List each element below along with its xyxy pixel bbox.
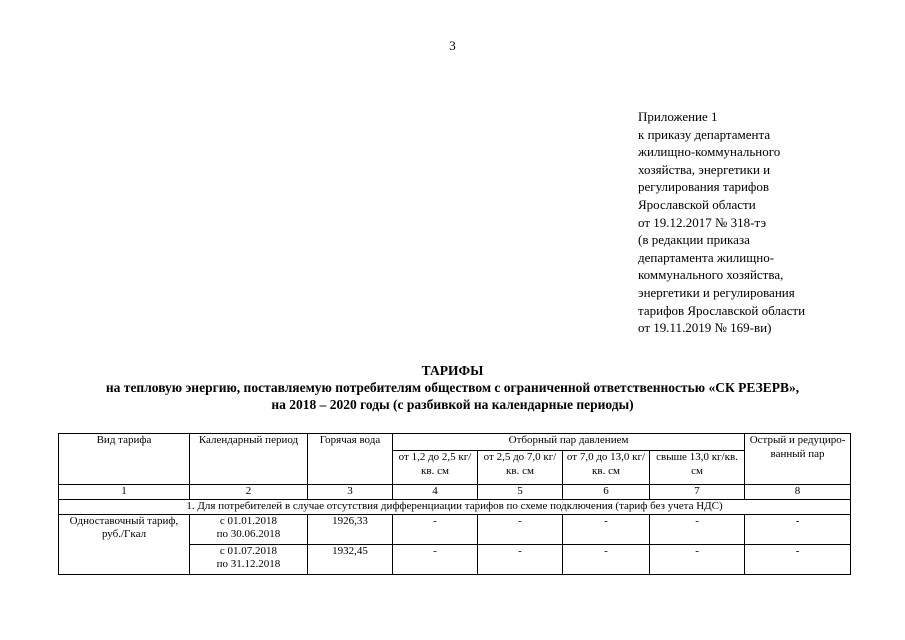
- appendix-line: департамента жилищно-: [638, 249, 775, 265]
- header-steam-4: свыше 13,0 кг/кв. см: [650, 451, 745, 485]
- header-steam-group: Отборный пар давлением: [393, 434, 745, 451]
- value-cell: -: [478, 514, 563, 544]
- header-steam-3: от 7,0 до 13,0 кг/кв. см: [563, 451, 650, 485]
- appendix-line: энергетики и регулирования: [638, 284, 795, 300]
- appendix-line: (в редакции приказа: [638, 232, 750, 248]
- header-hot-water: Горячая вода: [308, 434, 393, 485]
- document-title: [0, 362, 905, 413]
- period-from: с 01.07.2018: [219, 544, 278, 557]
- appendix-line: от 19.11.2019 № 169-ви): [638, 320, 772, 336]
- period-cell: [190, 514, 308, 544]
- appendix-line: хозяйства, энергетики и: [638, 161, 771, 177]
- period-to: по 30.06.2018: [216, 528, 281, 540]
- col-number: 6: [563, 485, 650, 500]
- appendix-line: от 19.12.2017 № 318-тэ: [638, 214, 767, 230]
- header-live-steam: Острый и редуциро-ванный пар: [745, 434, 851, 485]
- appendix-line: регулирования тарифов: [638, 179, 769, 195]
- value-cell: -: [478, 544, 563, 574]
- appendix-line: жилищно-коммунального: [638, 144, 781, 160]
- page-number: 3: [449, 38, 456, 53]
- appendix-block: [638, 108, 888, 337]
- appendix-line: к приказу департамента: [638, 126, 771, 142]
- hot-water-value: 1926,33: [308, 514, 393, 544]
- value-cell: -: [650, 514, 745, 544]
- title-line: на 2018 – 2020 годы (с разбивкой на календарные периоды): [271, 397, 634, 412]
- appendix-line: тарифов Ярославской области: [638, 302, 806, 318]
- header-period: Календарный период: [190, 434, 308, 485]
- value-cell: -: [745, 544, 851, 574]
- title-line: на тепловую энергию, поставляемую потребителям обществом с ограниченной ответственностью «СК РЕЗЕРВ»,: [105, 380, 800, 395]
- period-cell: [190, 544, 308, 574]
- col-number: 3: [308, 485, 393, 500]
- column-number-row: [59, 485, 851, 500]
- title-heading: ТАРИФЫ: [421, 363, 484, 378]
- value-cell: -: [745, 514, 851, 544]
- period-to: по 31.12.2018: [216, 558, 281, 570]
- appendix-line: коммунального хозяйства,: [638, 267, 784, 283]
- appendix-line: Приложение 1: [638, 109, 718, 124]
- header-steam-2: от 2,5 до 7,0 кг/кв. см: [478, 451, 563, 485]
- hot-water-value: 1932,45: [308, 544, 393, 574]
- appendix-line: Ярославской области: [638, 196, 756, 212]
- value-cell: -: [563, 544, 650, 574]
- tariff-table: [58, 433, 851, 575]
- col-number: 5: [478, 485, 563, 500]
- col-number: 2: [190, 485, 308, 500]
- col-number: 4: [393, 485, 478, 500]
- value-cell: -: [393, 544, 478, 574]
- header-tariff-type: Вид тарифа: [59, 434, 190, 485]
- period-from: с 01.01.2018: [219, 514, 278, 527]
- tariff-name: Одноставочный тариф, руб./Гкал: [59, 514, 190, 574]
- value-cell: -: [563, 514, 650, 544]
- col-number: 1: [59, 485, 190, 500]
- value-cell: -: [650, 544, 745, 574]
- table-row: [59, 514, 851, 544]
- value-cell: -: [393, 514, 478, 544]
- header-steam-1: от 1,2 до 2,5 кг/кв. см: [393, 451, 478, 485]
- col-number: 7: [650, 485, 745, 500]
- col-number: 8: [745, 485, 851, 500]
- section-title: 1. Для потребителей в случае отсутствия дифференциации тарифов по схеме подключения (тариф без учета НДС): [59, 500, 851, 515]
